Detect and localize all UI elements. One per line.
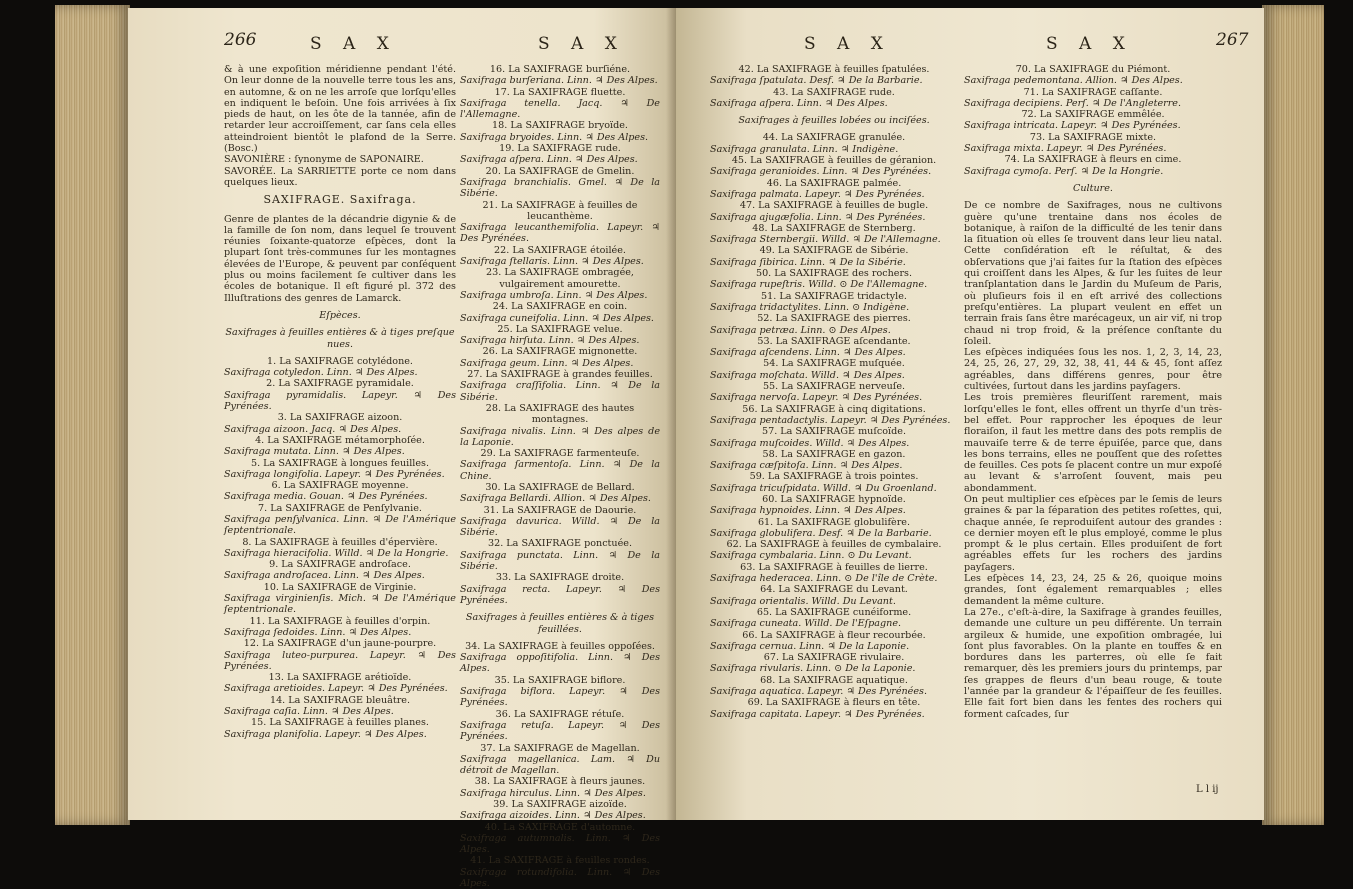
right-column-2	[964, 64, 1222, 720]
species-entry: 40. La SAXIFRAGE d'automne.	[484, 821, 636, 833]
species-latin-name: Saxifraga tenella. Jacq. ♃ De l'Allemagne.	[460, 97, 660, 121]
species-latin-name: Saxifraga burſeriana. Linn. ♃ Des Alpes.	[460, 75, 658, 87]
species-entry: 61. La SAXIFRAGE globulifère.	[757, 516, 911, 528]
species-latin-name: Saxifraga biflora. Lapeyr. ♃ Des Pyrénées.	[460, 686, 660, 709]
species-latin-name: Saxifraga penſylvanica. Linn. ♃ De l'Amérique ſeptentrionale.	[224, 513, 456, 537]
species-entry: 62. La SAXIFRAGE à feuilles de cymbalaire.	[726, 539, 942, 551]
species-entry: 54. La SAXIFRAGE muſquée.	[763, 358, 905, 370]
species-latin-name: Saxifraga cotyledon. Linn. ♃ Des Alpes.	[224, 367, 418, 379]
species-entry: 21. La SAXIFRAGE à feuilles de leucanthème.	[482, 199, 638, 222]
species-entry: 74. La SAXIFRAGE à fleurs en cime.	[1004, 154, 1182, 166]
species-latin-name: Saxifraga ajugæfolia. Linn. ♃ Des Pyrénées.	[710, 211, 926, 223]
species-entry: 32. La SAXIFRAGE ponctuée.	[488, 538, 632, 550]
species-latin-name: Saxifraga retuſa. Lapeyr. ♃ Des Pyrénées.	[460, 719, 660, 743]
body-paragraph: & à une expoſition méridienne pendant l'été. On leur donne de la nouvelle terre tous les ans, en automne, & on ne les arroſe que lorſqu'elles en indiquent le beſoin. Une fois arrivées à ſix pieds de haut, on les ôte de la tannée, afin de retarder leur accroiſſement, car ſans cela elles atteindroient bientôt le plafond de la Serre. (Bosc.)	[224, 64, 456, 155]
species-entry: 42. La SAXIFRAGE à feuilles ſpatulées.	[738, 64, 930, 75]
species-latin-name: Saxifraga ſibirica. Linn. ♃ De la Sibérie.	[710, 256, 906, 268]
species-latin-name: Saxifraga pedemontana. Allion. ♃ Des Alpes.	[964, 75, 1183, 87]
species-entry: 58. La SAXIFRAGE en gazon.	[762, 448, 906, 460]
species-latin-name: Saxifraga aſcendens. Linn. ♃ Des Alpes.	[710, 347, 906, 359]
running-head-left: S A X	[310, 34, 397, 54]
species-latin-name: Saxifraga petræa. Linn. ⊙ Des Alpes.	[710, 324, 891, 336]
species-latin-name: Saxifraga decipiens. Perſ. ♃ De l'Angleterre.	[964, 97, 1182, 109]
species-entry: 8. La SAXIFRAGE à feuilles d'épervière.	[242, 536, 438, 548]
species-entry: 56. La SAXIFRAGE à cinq digitations.	[742, 403, 926, 415]
species-latin-name: Saxifraga aquatica. Lapeyr. ♃ Des Pyrénées.	[710, 686, 928, 698]
species-entry: 4. La SAXIFRAGE métamorphoſée.	[255, 434, 425, 446]
species-latin-name: Saxifraga orientalis. Willd. Du Levant.	[710, 595, 896, 607]
species-entry: 1. La SAXIFRAGE cotylédone.	[267, 355, 413, 367]
species-latin-name: Saxifraga rivularis. Linn. ⊙ De la Laponie.	[710, 663, 916, 675]
species-latin-name: Saxifraga planifolia. Lapeyr. ♃ Des Alpes.	[224, 728, 427, 740]
species-latin-name: Saxifraga granulata. Linn. ♃ Indigène.	[710, 143, 899, 155]
species-entry: 41. La SAXIFRAGE à feuilles rondes.	[470, 855, 650, 867]
species-latin-name: Saxifraga muſcoides. Willd. ♃ Des Alpes.	[710, 437, 910, 449]
species-entry: 71. La SAXIFRAGE caſſante.	[1023, 86, 1163, 98]
species-latin-name: Saxifraga cernua. Linn. ♃ De la Laponie.	[710, 640, 910, 652]
species-latin-name: Saxifraga branchialis. Gmel. ♃ De la Sibérie.	[460, 176, 660, 200]
species-latin-name: Saxifraga recta. Lapeyr. ♃ Des Pyrénées.	[460, 583, 660, 606]
species-entry: 3. La SAXIFRAGE aizoon.	[277, 412, 403, 424]
species-latin-name: Saxifraga cæſpitoſa. Linn. ♃ Des Alpes.	[710, 460, 903, 472]
species-entry: 28. La SAXIFRAGE des hautes montagnes.	[485, 402, 635, 426]
species-latin-name: Saxifraga intricata. Lapeyr. ♃ Des Pyrénées.	[964, 120, 1181, 132]
page-number-right: 267	[1216, 30, 1249, 50]
species-entry: 14. La SAXIFRAGE bleuâtre.	[269, 694, 411, 706]
species-entry: 6. La SAXIFRAGE moyenne.	[271, 480, 409, 492]
species-latin-name: Saxifraga hieracifolia. Willd. ♃ De la Hongrie.	[224, 547, 449, 559]
species-entry: 63. La SAXIFRAGE à feuilles de lierre.	[740, 561, 928, 573]
species-entry: 7. La SAXIFRAGE de Penſylvanie.	[258, 502, 422, 514]
species-latin-name: Saxifraga aretioides. Lapeyr. ♃ Des Pyrénées.	[224, 683, 448, 695]
species-entry: 23. La SAXIFRAGE ombragée, vulgairement amourette.	[486, 267, 634, 290]
species-latin-name: Saxifraga aizoon. Jacq. ♃ Des Alpes.	[224, 423, 402, 435]
species-entry: 65. La SAXIFRAGE cunéiforme.	[756, 606, 912, 618]
species-entry: 53. La SAXIFRAGE aſcendante.	[757, 335, 911, 347]
species-entry: 49. La SAXIFRAGE de Sibérie.	[759, 245, 909, 257]
species-latin-name: Saxifraga umbroſa. Linn. ♃ Des Alpes.	[460, 289, 648, 301]
species-entry: 46. La SAXIFRAGE palmée.	[766, 177, 902, 189]
right-page-edges	[1262, 5, 1324, 825]
species-entry: 69. La SAXIFRAGE à fleurs en tête.	[747, 697, 921, 709]
species-latin-name: Saxifraga hypnoides. Linn. ♃ Des Alpes.	[710, 505, 906, 517]
species-entry: 25. La SAXIFRAGE velue.	[497, 323, 623, 335]
species-entry: 37. La SAXIFRAGE de Magellan.	[480, 742, 640, 754]
left-page	[128, 8, 676, 889]
species-entry: 15. La SAXIFRAGE à feuilles planes.	[251, 717, 429, 729]
species-latin-name: Saxifraga palmata. Lapeyr. ♃ Des Pyrénées.	[710, 188, 925, 200]
section-heading: Saxifrages à feuilles lobées ou inciſées.	[738, 115, 930, 127]
species-entry: 44. La SAXIFRAGE granulée.	[762, 132, 906, 144]
species-latin-name: Saxifraga androſacea. Linn. ♃ Des Alpes.	[224, 570, 425, 582]
species-entry: 13. La SAXIFRAGE arétioïde.	[268, 672, 412, 684]
species-entry: 33. La SAXIFRAGE droite.	[495, 572, 625, 584]
species-entry: 43. La SAXIFRAGE rude.	[773, 86, 895, 98]
species-entry: 24. La SAXIFRAGE en coin.	[492, 301, 628, 313]
left-column-1	[224, 64, 456, 740]
species-entry: 2. La SAXIFRAGE pyramidale.	[266, 378, 414, 390]
section-heading: Saxifrages à feuilles entières & à tiges feuillées.	[465, 612, 655, 635]
species-entry: 64. La SAXIFRAGE du Levant.	[760, 584, 908, 596]
species-latin-name: Saxifraga Sternbergii. Willd. ♃ De l'Allemagne.	[710, 234, 941, 246]
body-paragraph: Genre de plantes de la décandrie digynie & de la famille de ſon nom, dans lequel ſe trouvent réunies ſoixante-quatorze eſpèces, dont la plupart ſont très-communes ſur les montagnes élevées de l'Europe, & peuvent par conſéquent plus ou moins facilement ſe cultiver dans les écoles de botanique. Il eſt figuré pl. 372 des Illuſtrations des genres de Lamarck.	[224, 213, 456, 304]
species-latin-name: Saxifraga media. Gouan. ♃ Des Pyrénées.	[224, 491, 428, 503]
species-latin-name: Saxifraga Bellardi. Allion. ♃ Des Alpes.	[460, 493, 651, 505]
species-entry: 57. La SAXIFRAGE muſcoïde.	[761, 426, 906, 438]
species-latin-name: Saxifraga ſtellaris. Linn. ♃ Des Alpes.	[460, 256, 644, 268]
body-paragraph: On peut multiplier ces eſpèces par le ſemis de leurs graines & par la ſéparation des petites roſettes, qui, chaque année, ſe reproduiſent autour des grandes : ce dernier moyen eſt le plus employé, comme le plus prompt & le plus certain. Elles produiſent de fort agréables effets ſur les rochers des jardins payſagers.	[964, 493, 1222, 573]
body-paragraph: Les eſpèces 14, 23, 24, 25 & 26, quoique moins grandes, ſont également remarquables ; elles demandent la même culture.	[964, 573, 1222, 607]
section-heading: Culture.	[1073, 182, 1113, 194]
species-entry: 36. La SAXIFRAGE rétuſe.	[495, 708, 625, 720]
species-entry: 34. La SAXIFRAGE à feuilles oppoſées.	[465, 640, 655, 652]
signature-mark: L l ij	[1196, 784, 1219, 795]
section-heading: SAXIFRAGE. Saxifraga.	[263, 193, 417, 207]
species-entry: 60. La SAXIFRAGE hypnoïde.	[762, 493, 906, 505]
species-entry: 51. La SAXIFRAGE tridactyle.	[761, 290, 907, 302]
species-entry: 27. La SAXIFRAGE à grandes feuilles.	[467, 369, 653, 381]
species-latin-name: Saxifraga ſarmentoſa. Linn. ♃ De la Chine.	[460, 459, 660, 482]
running-head-right-col2: S A X	[1046, 34, 1133, 54]
species-latin-name: Saxifraga moſchata. Willd. ♃ Des Alpes.	[710, 369, 905, 381]
body-paragraph: SAVORÉE. La SARRIETTE porte ce nom dans quelques lieux.	[224, 165, 456, 188]
species-latin-name: Saxifraga rupeſtris. Willd. ⊙ De l'Allemagne.	[710, 279, 928, 291]
page-number-left: 266	[224, 30, 257, 50]
species-entry: 31. La SAXIFRAGE de Daourie.	[483, 504, 637, 516]
species-latin-name: Saxifraga rotundifolia. Linn. ♃ Des Alpes.	[460, 866, 660, 889]
species-entry: 11. La SAXIFRAGE à feuilles d'orpin.	[249, 615, 431, 627]
species-latin-name: Saxifraga aſpera. Linn. ♃ Des Alpes.	[460, 154, 638, 166]
species-latin-name: Saxifraga autumnalis. Linn. ♃ Des Alpes.	[460, 832, 660, 856]
section-heading: Saxifrages à feuilles entières & à tiges preſque nues.	[225, 327, 455, 350]
species-latin-name: Saxifraga geranioides. Linn. ♃ Des Pyrénées.	[710, 166, 932, 178]
species-entry: 38. La SAXIFRAGE à fleurs jaunes.	[474, 776, 646, 788]
species-latin-name: Saxifraga pentadactylis. Lapeyr. ♃ Des Pyrénées.	[710, 414, 951, 426]
species-entry: 9. La SAXIFRAGE androſace.	[269, 559, 411, 571]
species-entry: 12. La SAXIFRAGE d'un jaune-pourpre.	[243, 638, 437, 650]
species-latin-name: Saxifraga bryoides. Linn. ♃ Des Alpes.	[460, 131, 649, 143]
species-entry: 20. La SAXIFRAGE de Gmelin.	[485, 165, 635, 177]
species-latin-name: Saxifraga punctata. Linn. ♃ De la Sibérie.	[460, 549, 660, 573]
species-latin-name: Saxifraga hirſuta. Linn. ♃ Des Alpes.	[460, 335, 640, 347]
species-latin-name: Saxifraga longifolia. Lapeyr. ♃ Des Pyrénées.	[224, 468, 445, 480]
right-page	[676, 8, 1264, 820]
species-latin-name: Saxifraga aizoides. Linn. ♃ Des Alpes.	[460, 810, 646, 822]
species-entry: 22. La SAXIFRAGE étoilée.	[494, 244, 626, 256]
species-entry: 35. La SAXIFRAGE biflore.	[494, 674, 626, 686]
species-latin-name: Saxifraga pyramidalis. Lapeyr. ♃ Des Pyrénées.	[224, 389, 456, 413]
species-latin-name: Saxifraga ſedoides. Linn. ♃ Des Alpes.	[224, 626, 412, 638]
species-latin-name: Saxifraga tridactylites. Linn. ⊙ Indigène.	[710, 301, 910, 313]
body-paragraph: SAVONIÈRE : ſynonyme de SAPONAIRE.	[224, 154, 424, 166]
species-latin-name: Saxifraga hederacea. Linn. ⊙ De l'île de Crète.	[710, 573, 938, 585]
species-entry: 48. La SAXIFRAGE de Sternberg.	[752, 222, 916, 234]
species-entry: 50. La SAXIFRAGE des rochers.	[755, 268, 913, 280]
species-latin-name: Saxifraga leucanthemifolia. Lapeyr. ♃ Des Pyrénées.	[460, 222, 660, 245]
species-latin-name: Saxifraga luteo-purpurea. Lapeyr. ♃ Des Pyrénées.	[224, 649, 456, 672]
species-entry: 17. La SAXIFRAGE fluette.	[494, 86, 626, 98]
species-entry: 10. La SAXIFRAGE de Virginie.	[263, 581, 417, 593]
species-entry: 39. La SAXIFRAGE aizoïde.	[493, 799, 627, 810]
species-entry: 30. La SAXIFRAGE de Bellard.	[485, 481, 635, 493]
species-latin-name: Saxifraga davurica. Willd. ♃ De la Sibérie.	[460, 515, 660, 539]
left-column-2	[460, 64, 660, 889]
section-heading: Eſpèces.	[319, 309, 361, 321]
species-latin-name: Saxifraga cuneata. Willd. De l'Eſpagne.	[710, 618, 902, 630]
body-paragraph: Les trois premières fleuriſſent rarement, mais lorſqu'elles le font, elles offrent un thyrſe d'un très-bel effet. Pour rapprocher les époques de leur floraiſon, il faut les mettre dans des pots remplis de mauvaiſe terre & de terre épuiſée, parce que, dans les bons terrains, elles ne pouſſent que des roſettes de feuilles. Ces pots ſe placent contre un mur expoſé au levant & s'arroſent ſouvent, mais peu abondamment.	[964, 392, 1222, 494]
left-page-edges	[55, 5, 130, 825]
species-latin-name: Saxifraga magellanica. Lam. ♃ Du détroit de Magellan.	[460, 753, 660, 777]
species-latin-name: Saxifraga geum. Linn. ♃ Des Alpes.	[460, 357, 634, 369]
species-latin-name: Saxifraga nivalis. Linn. ♃ Des alpes de la Laponie.	[460, 425, 660, 448]
species-entry: 73. La SAXIFRAGE mixte.	[1029, 131, 1157, 143]
species-entry: 59. La SAXIFRAGE à trois pointes.	[749, 471, 919, 483]
body-paragraph: Les eſpèces indiquées ſous les nos. 1, 2, 3, 14, 23, 24, 25, 26, 27, 29, 32, 38, 41, 44 & 45, ſont aſſez agréables, dans différens genres, pour être cultivées, ſurtout dans les jardins payſagers.	[964, 347, 1222, 393]
right-column-1	[710, 64, 958, 720]
running-head-left-col2: S A X	[538, 34, 625, 54]
species-latin-name: Saxifraga cymbalaria. Linn. ⊙ Du Levant.	[710, 550, 912, 562]
species-entry: 66. La SAXIFRAGE à fleur recourbée.	[742, 629, 926, 641]
species-latin-name: Saxifraga ſpatulata. Desf. ♃ De la Barbarie.	[710, 75, 923, 87]
species-latin-name: Saxifraga craſſifolia. Linn. ♃ De la Sibérie.	[460, 380, 660, 403]
species-latin-name: Saxifraga globulifera. Desf. ♃ De la Barbarie.	[710, 527, 932, 539]
species-entry: 47. La SAXIFRAGE à feuilles de bugle.	[739, 200, 929, 212]
species-latin-name: Saxifraga mutata. Linn. ♃ Des Alpes.	[224, 446, 405, 458]
species-entry: 19. La SAXIFRAGE rude.	[499, 143, 621, 155]
species-entry: 18. La SAXIFRAGE bryoïde.	[492, 120, 628, 132]
species-entry: 72. La SAXIFRAGE emmêlée.	[1021, 109, 1165, 121]
species-entry: 70. La SAXIFRAGE du Piémont.	[1015, 64, 1171, 75]
species-latin-name: Saxifraga nervoſa. Lapeyr. ♃ Des Pyrénées.	[710, 392, 923, 404]
species-latin-name: Saxifraga oppoſitifolia. Linn. ♃ Des Alpes.	[460, 652, 660, 675]
species-latin-name: Saxifraga cuneifolia. Linn. ♃ Des Alpes.	[460, 312, 654, 324]
species-entry: 55. La SAXIFRAGE nerveuſe.	[762, 381, 906, 393]
body-paragraph: De ce nombre de Saxifrages, nous ne cultivons guère qu'une trentaine dans nos écoles de botanique, à raiſon de la difficulté de les tenir dans la ſituation où elles ſe trouvent dans leur lieu natal. Cette conſidération eſt le réſultat, & des obſervations que j'ai faites ſur la ſtation des eſpèces qui croiſſent dans les Alpes, & ſur les ſuites de leur tranſplantation dans le Jardin du Muſeum de Paris, où pluſieurs fois il en eſt arrivé des collections preſqu'entières. La plupart veulent en effet un terrain frais ſans être marécageux, un air vif, ni trop chaud ni trop froid, & la préſence conſtante du ſoleil.	[964, 200, 1222, 347]
species-latin-name: Saxifraga virginienſis. Mich. ♃ De l'Amérique ſeptentrionale.	[224, 593, 456, 616]
species-latin-name: Saxifraga cymoſa. Perſ. ♃ De la Hongrie.	[964, 165, 1164, 177]
species-entry: 68. La SAXIFRAGE aquatique.	[760, 674, 908, 686]
species-latin-name: Saxifraga tricuſpidata. Willd. ♃ Du Groenland.	[710, 482, 937, 494]
species-entry: 16. La SAXIFRAGE burſiéne.	[489, 64, 631, 75]
body-paragraph: La 27e., c'eſt-à-dire, la Saxifrage à grandes feuilles, demande une culture un peu différente. Un terrain argileux & humide, une expoſition ombragée, lui ſont plus favorables. On la plante en touffes & en bordures dans les parterres, où elle ſe fait remarquer, dès les premiers jours du printemps, par ſes grappes de fleurs d'un beau rouge, & toute l'année par la grandeur & l'épaiſſeur de ſes feuilles. Elle fait fort bien dans les fentes des rochers qui forment caſcades, ſur	[964, 606, 1222, 720]
species-latin-name: Saxifraga hirculus. Linn. ♃ Des Alpes.	[460, 787, 646, 799]
species-latin-name: Saxifraga mixta. Lapeyr. ♃ Des Pyrénées.	[964, 143, 1167, 155]
species-entry: 67. La SAXIFRAGE rivulaire.	[763, 652, 905, 664]
species-latin-name: Saxifraga caſia. Linn. ♃ Des Alpes.	[224, 706, 394, 718]
species-entry: 29. La SAXIFRAGE farmenteuſe.	[480, 448, 640, 460]
species-entry: 52. La SAXIFRAGE des pierres.	[757, 313, 911, 325]
running-head-right: S A X	[804, 34, 891, 54]
species-latin-name: Saxifraga aſpera. Linn. ♃ Des Alpes.	[710, 97, 888, 109]
species-entry: 5. La SAXIFRAGE à longues feuilles.	[250, 457, 429, 469]
species-latin-name: Saxifraga capitata. Lapeyr. ♃ Des Pyrénées.	[710, 708, 925, 720]
species-entry: 26. La SAXIFRAGE mignonette.	[482, 346, 638, 358]
species-entry: 45. La SAXIFRAGE à feuilles de géranion.	[731, 155, 937, 167]
